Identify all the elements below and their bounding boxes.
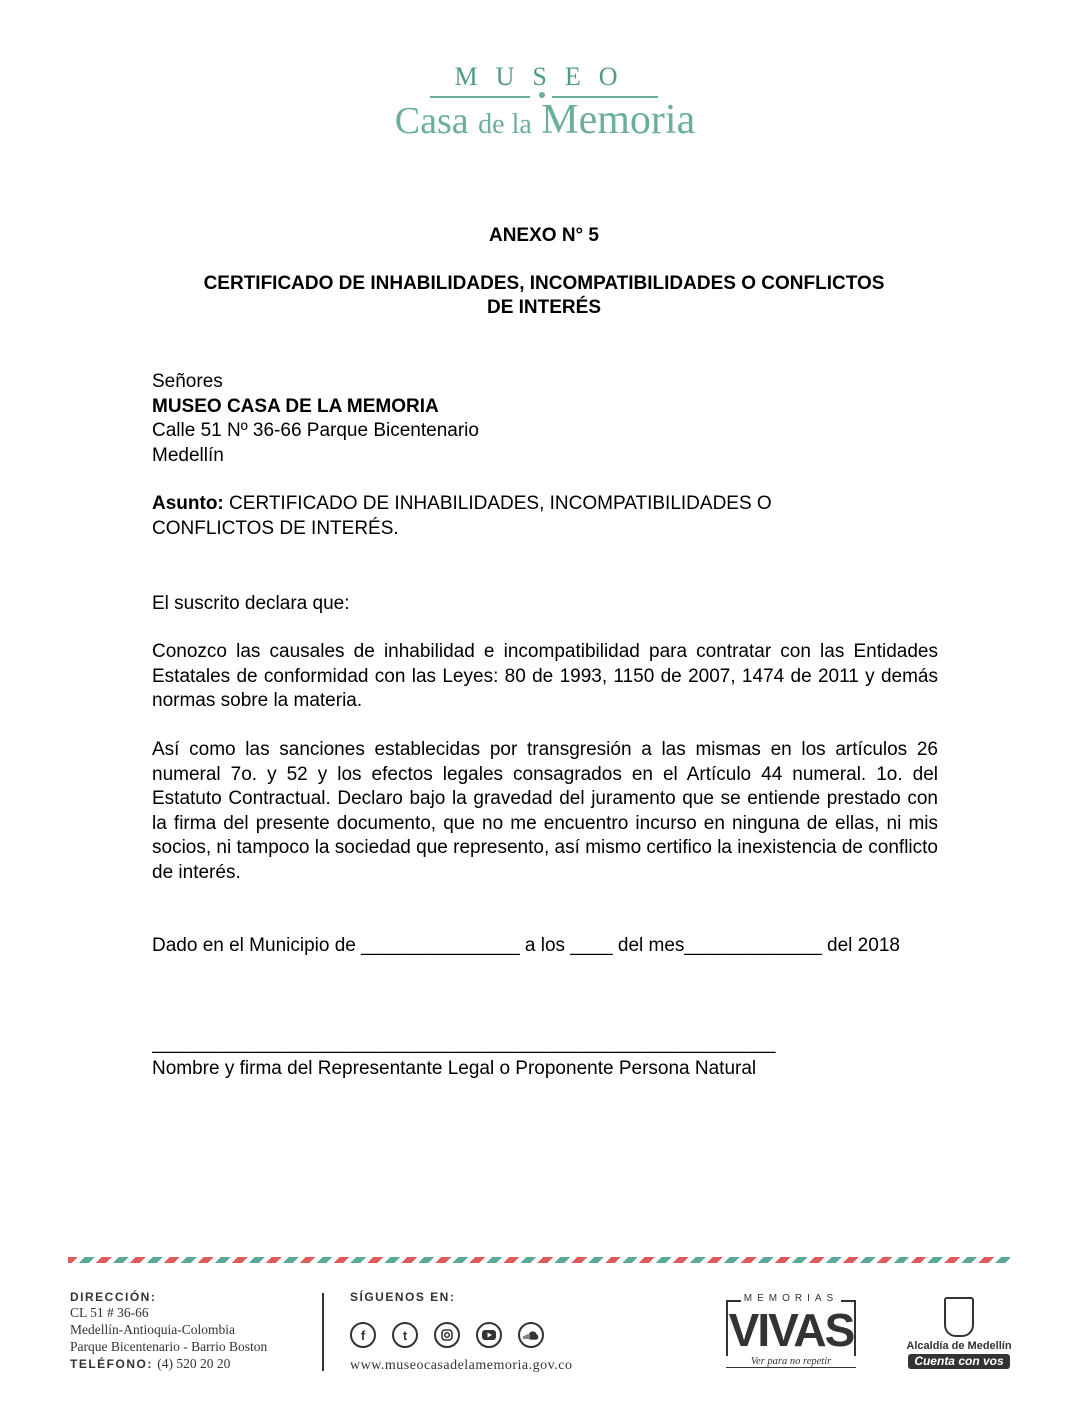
recipient-city: Medellín	[152, 444, 224, 466]
salutation: Señores	[152, 371, 223, 392]
subject-text: CERTIFICADO DE INHABILIDADES, INCOMPATIBILIDADES O CONFLICTOS DE INTERÉS.	[152, 493, 772, 539]
facebook-icon[interactable]: f	[350, 1322, 376, 1348]
subject-label: Asunto:	[152, 493, 224, 514]
logo-memoria: Memoria	[541, 97, 696, 143]
logo-casa-de-la-memoria	[340, 96, 750, 144]
telefono-label: TELÉFONO:	[70, 1357, 153, 1371]
vivas-text: VIVAS	[728, 1304, 854, 1356]
address-line-1: CL 51 # 36-66	[70, 1305, 149, 1320]
logo-de-la: de la	[478, 109, 532, 140]
logo-museo-text: MUSEO	[454, 62, 636, 91]
footer-stripe	[68, 1257, 1010, 1263]
website-link[interactable]: www.museocasadelamemoria.gov.co	[350, 1358, 573, 1373]
paragraph-2: Así como las sanciones establecidas por transgresión a las mismas en los artículos 26 numeral 7o. y 52 y los efectos legales consagrados en el Artículo 44 numeral. 1o. del Estatuto Contractual. Declaro bajo la gravedad del juramento que se entiende prestado con la firma del presente documento, que no me encuentro incurso en ninguna de ellas, ni mis socios, ni tampoco la sociedad que represento, así mismo certifico la inexistencia de conflicto de interés.	[152, 739, 938, 883]
siguenos-label: SÍGUENOS EN:	[350, 1290, 456, 1304]
twitter-icon[interactable]: t	[392, 1322, 418, 1348]
annex-heading: ANEXO N° 5	[488, 225, 599, 246]
address-line-3: Parque Bicentenario - Barrio Boston	[70, 1339, 268, 1354]
youtube-icon[interactable]	[476, 1322, 502, 1348]
direccion-label: DIRECCIÓN:	[70, 1290, 157, 1304]
telefono-value: (4) 520 20 20	[157, 1356, 231, 1371]
date-line: Dado en el Municipio de _______________ a los ____ del mes_____________ del 2018	[152, 935, 900, 956]
alcaldia-shield-icon	[944, 1297, 974, 1337]
address-line-2: Medellín-Antioquia-Colombia	[70, 1322, 235, 1337]
instagram-icon[interactable]	[434, 1322, 460, 1348]
recipient-block	[152, 370, 938, 468]
soundcloud-icon[interactable]	[518, 1322, 544, 1348]
recipient-address: Calle 51 Nº 36-66 Parque Bicentenario	[152, 420, 479, 441]
telefono-row	[70, 1355, 267, 1373]
vivas-subtitle: Ver para no repetir	[726, 1356, 856, 1367]
footer-divider	[322, 1293, 324, 1371]
memorias-text: MEMORIAS	[726, 1293, 856, 1304]
declares-line: El suscrito declara que:	[152, 593, 350, 614]
logo-casa: Casa	[394, 100, 469, 142]
paragraph-1: Conozco las causales de inhabilidad e incompatibilidad para contratar con las Entidades Estatales de conformidad con las Leyes: 80 de 1993, 1150 de 2007, 1474 de 2011 y demás normas sobre la materia.	[152, 641, 938, 711]
recipient-org: MUSEO CASA DE LA MEMORIA	[152, 395, 439, 417]
document-title-line2: DE INTERÉS	[486, 297, 602, 318]
signature-label: Nombre y firma del Representante Legal o Proponente Persona Natural	[152, 1058, 757, 1079]
subject	[152, 492, 892, 541]
alcaldia-slogan: Cuenta con vos	[908, 1354, 1010, 1369]
alcaldia-name: Alcaldía de Medellín	[906, 1340, 1012, 1352]
document-title-line1: CERTIFICADO DE INHABILIDADES, INCOMPATIBILIDADES O CONFLICTOS	[203, 273, 885, 294]
document-title	[150, 272, 938, 320]
footer-address-block	[70, 1290, 267, 1373]
signature-line: ___________________________________________________________	[152, 1033, 776, 1054]
